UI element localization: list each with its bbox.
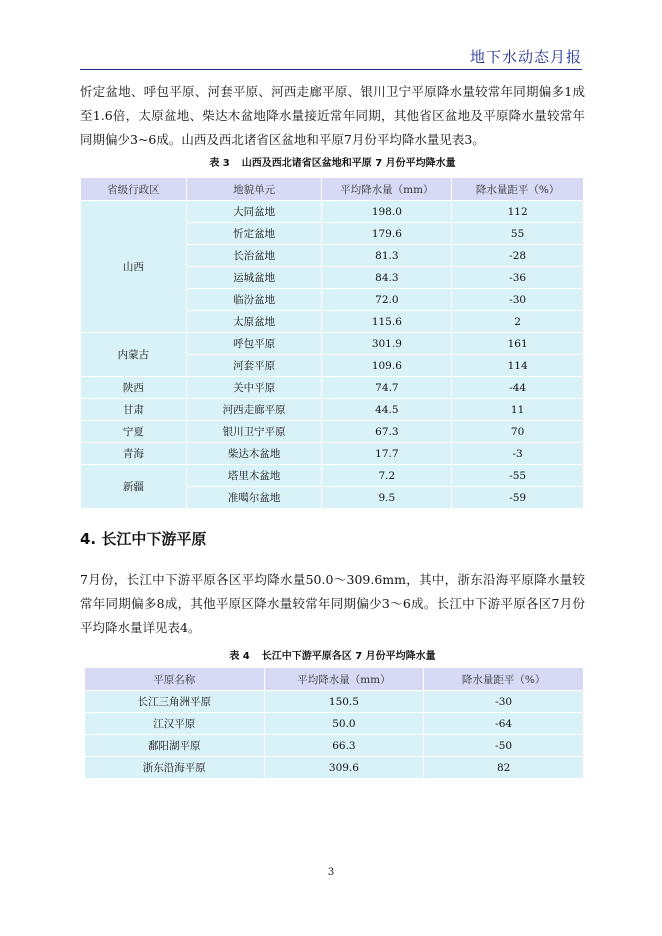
landform-cell: 长治盆地 xyxy=(186,245,322,267)
landform-cell: 银川卫宁平原 xyxy=(186,421,322,443)
anomaly-cell: 11 xyxy=(452,399,584,421)
table3-header-anomaly: 降水量距平（%） xyxy=(452,178,584,201)
table4-title: 长江中下游平原各区 7 月份平均降水量 xyxy=(261,651,436,662)
landform-cell: 关中平原 xyxy=(186,377,322,399)
precip-cell: 7.2 xyxy=(322,465,452,487)
landform-cell: 河套平原 xyxy=(186,355,322,377)
landform-cell: 运城盆地 xyxy=(186,267,322,289)
anomaly-cell: 70 xyxy=(452,421,584,443)
anomaly-cell: -30 xyxy=(424,691,584,713)
anomaly-cell: 55 xyxy=(452,223,584,245)
precip-cell: 9.5 xyxy=(322,487,452,509)
anomaly-cell: 2 xyxy=(452,311,584,333)
table4-header-name: 平原名称 xyxy=(85,668,265,691)
landform-cell: 柴达木盆地 xyxy=(186,443,322,465)
precip-cell: 109.6 xyxy=(322,355,452,377)
table3-caption xyxy=(80,154,585,169)
table-row xyxy=(81,333,584,355)
landform-cell: 塔里木盆地 xyxy=(186,465,322,487)
province-cell: 山西 xyxy=(81,201,187,333)
table4-header-row xyxy=(85,668,584,691)
precip-cell: 150.5 xyxy=(264,691,424,713)
anomaly-cell: -28 xyxy=(452,245,584,267)
anomaly-cell: 82 xyxy=(424,757,584,779)
table3-header-province: 省级行政区 xyxy=(81,178,187,201)
anomaly-cell: -3 xyxy=(452,443,584,465)
anomaly-cell: -36 xyxy=(452,267,584,289)
anomaly-cell: 114 xyxy=(452,355,584,377)
table3-header-precip: 平均降水量（mm） xyxy=(322,178,452,201)
precip-cell: 17.7 xyxy=(322,443,452,465)
province-cell: 内蒙古 xyxy=(81,333,187,377)
precip-cell: 81.3 xyxy=(322,245,452,267)
intro-paragraph: 忻定盆地、呼包平原、河套平原、河西走廊平原、银川卫宁平原降水量较常年同期偏多1成至1.6倍，太原盆地、柴达木盆地降水量接近常年同期，其他省区盆地及平原降水量较常年同期偏少3~6成。山西及西北诸省区盆地和平原7月份平均降水量见表3。 xyxy=(80,84,585,147)
landform-cell: 呼包平原 xyxy=(186,333,322,355)
plain-name-cell: 浙东沿海平原 xyxy=(85,757,265,779)
table3-title: 山西及西北诸省区盆地和平原 7 月份平均降水量 xyxy=(241,158,456,169)
landform-cell: 临汾盆地 xyxy=(186,289,322,311)
table-row xyxy=(85,735,584,757)
precip-cell: 44.5 xyxy=(322,399,452,421)
precip-cell: 72.0 xyxy=(322,289,452,311)
table-row xyxy=(81,377,584,399)
table4-header-anomaly: 降水量距平（%） xyxy=(424,668,584,691)
precip-cell: 66.3 xyxy=(264,735,424,757)
anomaly-cell: -55 xyxy=(452,465,584,487)
landform-cell: 河西走廊平原 xyxy=(186,399,322,421)
anomaly-cell: -30 xyxy=(452,289,584,311)
table-row xyxy=(81,399,584,421)
province-cell: 甘肃 xyxy=(81,399,187,421)
precip-cell: 198.0 xyxy=(322,201,452,223)
report-title: 地下水动态月报 xyxy=(469,48,582,66)
table-row xyxy=(85,713,584,735)
header-divider xyxy=(80,69,582,70)
landform-cell: 准噶尔盆地 xyxy=(186,487,322,509)
table4-header-precip: 平均降水量（mm） xyxy=(264,668,424,691)
page-number: 3 xyxy=(327,867,335,878)
precip-cell: 301.9 xyxy=(322,333,452,355)
precip-cell: 67.3 xyxy=(322,421,452,443)
table3-header-unit: 地貌单元 xyxy=(186,178,322,201)
anomaly-cell: 161 xyxy=(452,333,584,355)
table-row xyxy=(81,201,584,223)
table3 xyxy=(80,177,584,509)
precip-cell: 115.6 xyxy=(322,311,452,333)
table4-caption xyxy=(80,647,585,662)
precip-cell: 84.3 xyxy=(322,267,452,289)
province-cell: 新疆 xyxy=(81,465,187,509)
table4-number: 表 4 xyxy=(229,651,250,662)
anomaly-cell: -50 xyxy=(424,735,584,757)
table-row xyxy=(81,421,584,443)
province-cell: 宁夏 xyxy=(81,421,187,443)
table-row xyxy=(81,465,584,487)
province-cell: 陕西 xyxy=(81,377,187,399)
precip-cell: 179.6 xyxy=(322,223,452,245)
table4 xyxy=(84,667,584,779)
table-row xyxy=(85,691,584,713)
section4-paragraph: 7月份，长江中下游平原各区平均降水量50.0～309.6mm，其中，浙东沿海平原降水量较常年同期偏多8成，其他平原区降水量较常年同期偏少3～6成。长江中下游平原各区7月份平均降水量详见表4。 xyxy=(80,572,585,635)
table-row xyxy=(81,443,584,465)
anomaly-cell: -44 xyxy=(452,377,584,399)
anomaly-cell: 112 xyxy=(452,201,584,223)
province-cell: 青海 xyxy=(81,443,187,465)
plain-name-cell: 鄱阳湖平原 xyxy=(85,735,265,757)
table-row xyxy=(85,757,584,779)
table3-header-row xyxy=(81,178,584,201)
plain-name-cell: 江汉平原 xyxy=(85,713,265,735)
table3-number: 表 3 xyxy=(209,158,230,169)
precip-cell: 309.6 xyxy=(264,757,424,779)
plain-name-cell: 长江三角洲平原 xyxy=(85,691,265,713)
section4-heading: 4. 长江中下游平原 xyxy=(80,530,207,548)
anomaly-cell: -59 xyxy=(452,487,584,509)
anomaly-cell: -64 xyxy=(424,713,584,735)
precip-cell: 50.0 xyxy=(264,713,424,735)
landform-cell: 忻定盆地 xyxy=(186,223,322,245)
landform-cell: 太原盆地 xyxy=(186,311,322,333)
landform-cell: 大同盆地 xyxy=(186,201,322,223)
precip-cell: 74.7 xyxy=(322,377,452,399)
